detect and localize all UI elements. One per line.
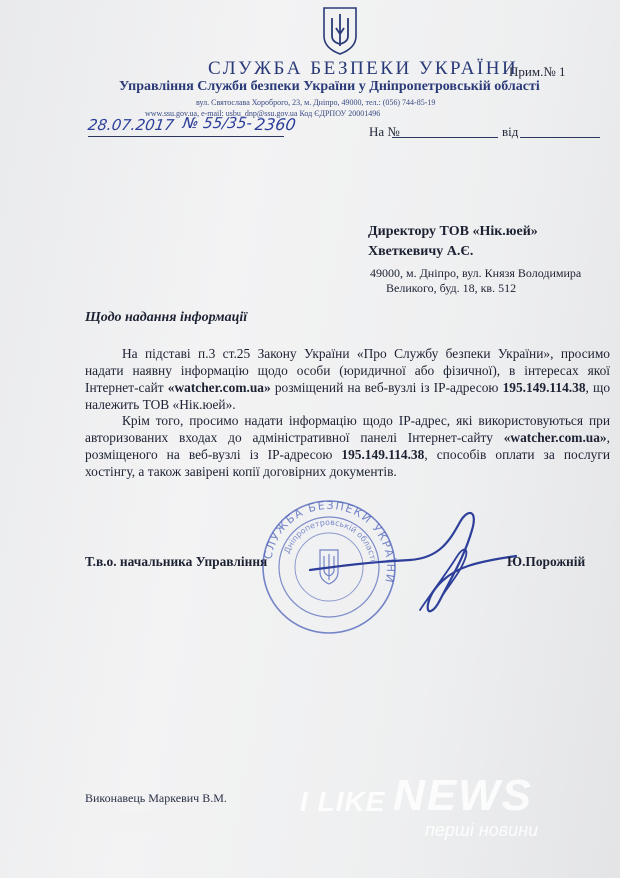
na-label: На №	[369, 124, 400, 139]
p2-text-3: , способів оплати за послуги хостінгу, а також завірені копії договірних документів.	[85, 447, 610, 479]
org-title: СЛУЖБА БЕЗПЕКИ УКРАЇНИ	[208, 58, 519, 79]
handwritten-date: 28.07.2017	[86, 116, 176, 134]
header-contacts: www.ssu.gov.ua, e-mail: usbu_dnp@ssu.gov.ua Код ЄДРПОУ 20001496	[145, 109, 381, 118]
addressee-address-1: 49000, м. Дніпро, вул. Князя Володимира	[370, 266, 582, 280]
p1-text-1: На підставі п.3 ст.25 Закону України «Про Службу безпеки України», просимо надати наявну інформацію щодо особи (юридичної або фізичної), в інтересах якої Інтернет-сайт	[85, 346, 610, 395]
p1-text-3: , що належить ТОВ «Нік.юей».	[85, 380, 611, 412]
p2-site: «watcher.com.ua»	[503, 430, 607, 445]
vid-rule	[520, 137, 600, 138]
body-paragraph-2	[85, 412, 610, 480]
redaction-bar	[86, 823, 224, 832]
p2-text-2: , розміщеного на веб-вузлі із IP-адресою	[85, 430, 610, 462]
addressee-name: Хветкевичу А.Є.	[368, 244, 474, 259]
body-paragraph-1	[85, 345, 610, 413]
executor-line: Виконавець Маркевич В.М.	[85, 791, 227, 805]
redaction-bar	[86, 812, 186, 822]
p1-ip: 195.149.114.38	[502, 380, 586, 395]
p2-ip: 195.149.114.38	[341, 447, 425, 462]
addressee-address-2: Великого, буд. 18, кв. 512	[386, 281, 517, 295]
attachment-label: Прим.№ 1	[509, 64, 566, 79]
watermark-brand-right: NEWS	[393, 771, 533, 820]
letter-subject: Щодо надання інформації	[85, 310, 248, 325]
date-number-rule	[88, 136, 284, 137]
department-name: Управління Служби безпеки України у Дніпропетровській області	[119, 79, 540, 94]
watermark-tagline: перші новини	[425, 820, 539, 840]
p1-site: «watcher.com.ua»	[167, 380, 271, 395]
header-address: вул. Святослава Хороброго, 23, м. Дніпро, 49000, тел.: (056) 744-85-19	[196, 98, 436, 107]
p1-text-2: розміщений на веб-вузлі із IP-адресою	[270, 380, 503, 395]
signer-title: Т.в.о. начальника Управління	[85, 554, 268, 569]
trident-emblem-icon	[322, 6, 358, 56]
handwritten-signature-icon	[300, 500, 520, 630]
registration-number-prefix: № 55/35-	[181, 114, 254, 132]
stamp-outer-text: СЛУЖБА БЕЗПЕКИ УКРАЇНИ	[261, 498, 398, 586]
p2-text-1: Крім того, просимо надати інформацію щодо IP-адрес, які використовуються при авторизованих входах до адміністративної панелі Інтернет-сайту	[85, 413, 610, 445]
watermark-brand-left: I LIKE	[300, 786, 386, 817]
addressee-position: Директору ТОВ «Нік.юей»	[368, 224, 538, 239]
handwritten-number: 2360	[253, 115, 298, 134]
signer-name: Ю.Порожній	[507, 554, 586, 569]
na-rule	[392, 137, 498, 138]
vid-label: від	[502, 124, 519, 139]
stamp-inner-text: Дніпропетровській області	[282, 517, 378, 563]
